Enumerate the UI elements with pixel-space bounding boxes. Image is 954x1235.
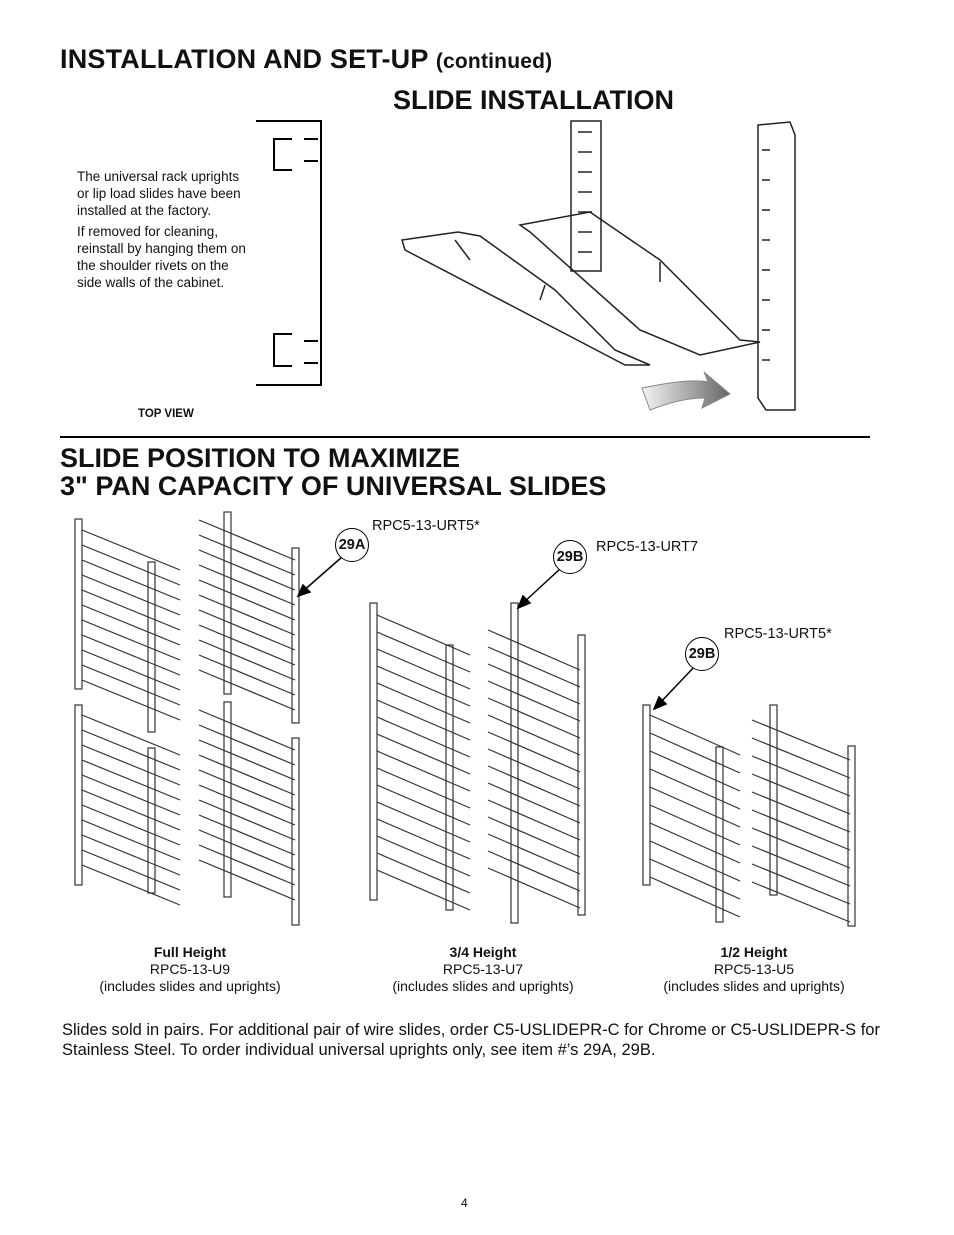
- section-title-line-2: 3" PAN CAPACITY OF UNIVERSAL SLIDES: [60, 471, 607, 501]
- instruction-paragraph-2: If removed for cleaning, reinstall by hanging them on the shoulder rivets on the side walls of the cabinet.: [77, 224, 246, 290]
- section-title-slide-position: [60, 444, 606, 500]
- callout-part-29b-urt7: RPC5-13-URT7: [596, 539, 699, 555]
- callout-part-29b-urt5: RPC5-13-URT5*: [724, 626, 832, 642]
- top-view-diagram: [256, 121, 321, 385]
- page-title-text: INSTALLATION AND SET-UP: [60, 44, 429, 74]
- instruction-paragraph-1: The universal rack uprights or lip load slides have been installed at the factory.: [77, 169, 241, 218]
- rack-three-quarter-height: [370, 603, 585, 923]
- caption-note: (includes slides and uprights): [99, 978, 281, 994]
- callout-badge-29a: 29A: [335, 528, 369, 562]
- caption-part: RPC5-13-U9: [149, 961, 231, 977]
- callout-part-29a: RPC5-13-URT5*: [372, 518, 480, 534]
- page-number: 4: [461, 1196, 468, 1210]
- arrow-icon: [642, 372, 730, 410]
- caption-part: RPC5-13-U7: [442, 961, 524, 977]
- caption-title: 3/4 Height: [449, 944, 517, 960]
- caption-half-height: [634, 944, 874, 995]
- callout-leaders: [298, 557, 697, 709]
- caption-note: (includes slides and uprights): [663, 978, 845, 994]
- section-divider: [60, 436, 870, 438]
- caption-part: RPC5-13-U5: [713, 961, 795, 977]
- top-view-label: TOP VIEW: [138, 408, 194, 420]
- caption-full-height: [70, 944, 310, 995]
- rack-half-height: [643, 705, 855, 926]
- section-title-line-1: SLIDE POSITION TO MAXIMIZE: [60, 443, 461, 473]
- caption-three-quarter-height: [363, 944, 603, 995]
- caption-note: (includes slides and uprights): [392, 978, 574, 994]
- page-title-suffix: (continued): [435, 50, 553, 73]
- caption-title: 1/2 Height: [720, 944, 788, 960]
- section-title-slide-installation: SLIDE INSTALLATION: [393, 85, 674, 115]
- caption-title: Full Height: [153, 944, 227, 960]
- callout-badge-29b-urt5: 29B: [685, 637, 719, 671]
- ordering-note: Slides sold in pairs. For additional pair of wire slides, order C5-USLIDEPR-C for Chrome or C5-USLIDEPR-S for Stainless Steel. To order individual universal uprights only, see item #’s 29A, 29B.: [62, 1021, 880, 1059]
- callout-badge-29b-urt7: 29B: [553, 540, 587, 574]
- slide-install-diagram: [402, 121, 795, 410]
- rack-full-height: [75, 512, 299, 925]
